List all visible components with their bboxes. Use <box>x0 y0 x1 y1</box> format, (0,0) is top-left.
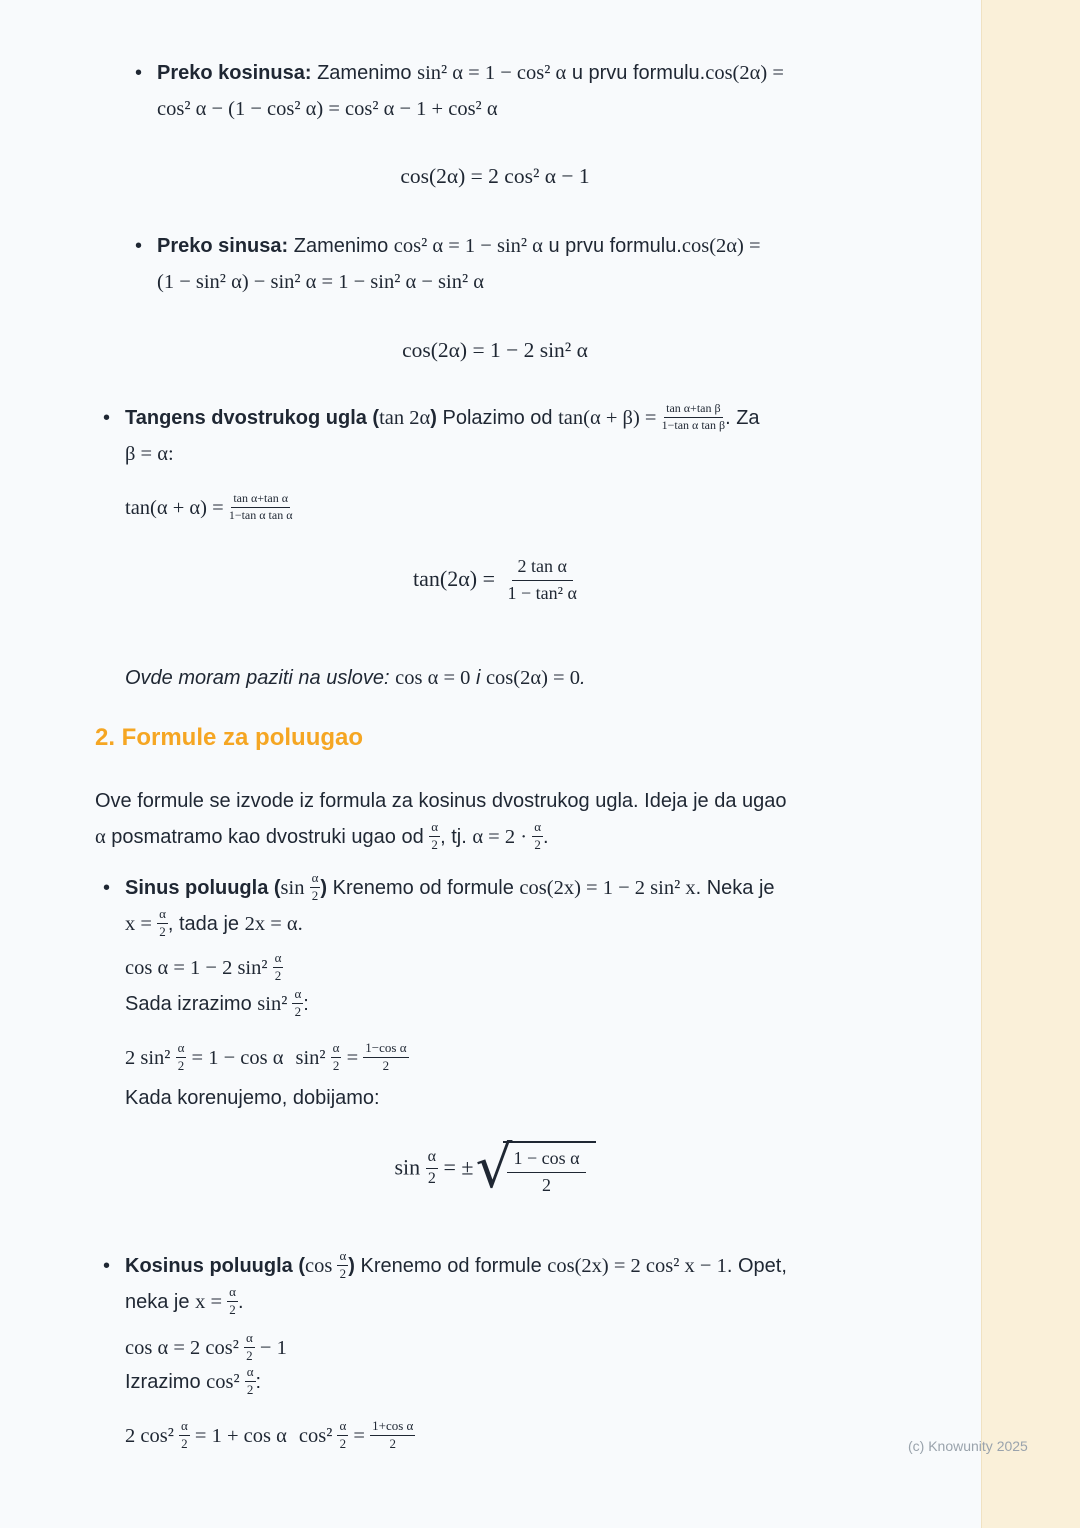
bullet-line-2 <box>157 91 784 127</box>
fraction <box>508 555 577 604</box>
fraction <box>426 1148 438 1188</box>
bullet-line-2 <box>125 436 760 472</box>
text-line-kada-korenujemo: Kada korenujemo, dobijamo: <box>125 1087 380 1109</box>
watermark: (c) Knowunity 2025 <box>908 1438 1028 1454</box>
math-run: = 1 + cos α <box>189 1425 287 1447</box>
display-formula-sin-half <box>95 1133 895 1201</box>
math-run: cos(2x) = 2 cos² x − 1 <box>547 1255 727 1277</box>
term-label: Tangens dvostrukog ugla ( <box>125 407 380 429</box>
math-run: cos² <box>298 1425 338 1447</box>
math-run: cos² <box>206 1371 245 1393</box>
bullet-line-1 <box>125 400 760 436</box>
fraction-numerator: α <box>331 1041 342 1058</box>
text-run: : <box>303 993 309 1015</box>
bullet-item-preko-kosinusa <box>135 55 784 127</box>
math-run: = <box>348 1425 371 1447</box>
fraction <box>244 1331 255 1364</box>
math-run: cos(2α) = <box>705 62 784 84</box>
math-run: = ± <box>438 1154 474 1180</box>
math-line-cos-alpha-cos <box>125 1330 287 1366</box>
text-run: . <box>237 1291 244 1313</box>
term-label: Preko sinusa: <box>157 235 289 257</box>
math-run: 2x = α. <box>244 913 303 935</box>
fraction-denominator: 2 <box>246 1348 253 1364</box>
fraction-denominator: 2 <box>246 1382 254 1398</box>
math-run: cos(2α) = 2 cos² α − 1 <box>400 164 590 188</box>
fraction <box>310 871 321 904</box>
fraction-denominator: 1 − tan² α <box>507 582 577 603</box>
text-run: , tj. <box>440 826 473 848</box>
math-run: sin² <box>295 1047 331 1069</box>
text-run: Krenemo od formule <box>354 1255 548 1277</box>
fraction-numerator: α <box>310 871 321 888</box>
bullet-icon: • <box>103 407 111 429</box>
fraction <box>227 1285 238 1318</box>
fraction-numerator: α <box>244 1331 255 1348</box>
math-run: sin² <box>257 993 293 1015</box>
math-run: x = <box>125 913 158 935</box>
bullet-icon: • <box>135 62 143 84</box>
fraction-denominator: 2 <box>534 837 541 853</box>
math-run: cos(2x) = 1 − 2 sin² x <box>519 877 696 899</box>
fraction-numerator: α <box>176 1041 187 1058</box>
math-run: 2 cos² <box>125 1425 179 1447</box>
math-run: cos α = 0 <box>395 667 471 689</box>
bullet-line-1 <box>157 55 784 91</box>
text-line-izrazimo <box>125 1364 261 1400</box>
fraction-denominator: 2 <box>431 837 438 853</box>
bullet-icon: • <box>135 235 143 257</box>
text-run: Ove formule se izvode iz formula za kosinus dvostrukog ugla. Ideja je da ugao <box>95 790 787 812</box>
math-run: sin <box>280 877 310 899</box>
fraction <box>273 951 284 984</box>
fraction-numerator: 1+cos α <box>370 1419 415 1436</box>
text-run: u prvu formulu. <box>566 62 706 84</box>
math-line-sin-squared <box>125 1040 409 1076</box>
fraction <box>337 1249 348 1282</box>
fraction <box>337 1419 348 1452</box>
bullet-item-preko-sinusa <box>135 228 761 300</box>
fraction <box>292 987 303 1020</box>
fraction <box>363 1041 408 1074</box>
section-heading: 2. Formule za poluugao <box>95 724 364 751</box>
math-run: cos² α − (1 − cos² α) = cos² α − 1 + cos² α <box>157 98 498 120</box>
fraction-numerator: α <box>245 1365 256 1382</box>
text-run: Zamenimo <box>288 235 394 257</box>
text-run: : <box>255 1371 262 1393</box>
math-run: = <box>341 1047 364 1069</box>
bullet-line-2 <box>157 264 761 300</box>
sqrt-radical <box>475 1133 596 1201</box>
text-run: u prvu formulu. <box>542 235 682 257</box>
term-label: Preko kosinusa: <box>157 62 312 84</box>
text-run: Polazimo od <box>436 407 559 429</box>
fraction <box>532 820 543 853</box>
fraction-denominator: 2 <box>181 1436 188 1452</box>
fraction <box>507 1147 585 1196</box>
text-run: . Za <box>725 407 760 429</box>
fraction-numerator: α <box>532 820 543 837</box>
fraction <box>331 1041 342 1074</box>
math-run: − 1 <box>254 1337 287 1359</box>
intro-paragraph <box>95 783 786 855</box>
text-line-sada-izrazimo <box>125 986 309 1022</box>
math-run: cos α = 2 cos² <box>125 1337 244 1359</box>
fraction-denominator: 2 <box>274 968 282 984</box>
math-run: sin <box>394 1154 426 1180</box>
fraction-numerator: α <box>179 1419 190 1436</box>
display-formula-cos2a-sin <box>95 332 895 369</box>
text-run: posmatramo kao dvostruki ugao od <box>105 826 430 848</box>
text-run: Ovde moram paziti na uslove: <box>125 667 396 689</box>
bullet-line-1 <box>157 228 761 264</box>
text-run: . <box>543 826 549 848</box>
math-line-cos-alpha-sin <box>125 950 283 986</box>
fraction-numerator: α <box>292 987 303 1004</box>
fraction-denominator: 2 <box>311 888 319 904</box>
fraction-denominator: 2 <box>294 1004 302 1020</box>
fraction-numerator: 1−cos α <box>363 1041 408 1058</box>
fraction-denominator: 2 <box>177 1058 185 1074</box>
text-run: Krenemo od formule <box>327 877 520 899</box>
fraction-numerator: α <box>227 1285 238 1302</box>
fraction <box>176 1041 187 1074</box>
text-run: , tada je <box>167 913 245 935</box>
term-label: Kosinus poluugla ( <box>125 1255 305 1277</box>
fraction-numerator: α <box>429 820 440 837</box>
bullet-line-1 <box>125 1248 787 1284</box>
fraction-denominator: 2 <box>382 1058 390 1074</box>
text-run: . <box>580 667 586 689</box>
math-run: α <box>95 826 106 848</box>
bullet-line-2 <box>125 906 775 942</box>
fraction <box>245 1365 256 1398</box>
bullet-item-kosinus-poluugla <box>103 1248 787 1320</box>
fraction-numerator: α <box>426 1148 438 1168</box>
radicand <box>503 1141 595 1197</box>
fraction-denominator: 1−tan α tan β <box>661 418 726 433</box>
fraction-denominator: 2 <box>332 1058 340 1074</box>
text-run: . Opet, <box>726 1255 787 1277</box>
fraction-numerator: tan α+tan β <box>664 402 722 418</box>
math-run: cos <box>305 1255 338 1277</box>
math-run: tan(α + α) = <box>125 497 229 519</box>
math-run: cos(2α) = 1 − 2 sin² α <box>402 338 588 362</box>
fraction <box>157 907 168 940</box>
display-formula-tan2a <box>95 556 895 605</box>
math-run: cos² α = 1 − sin² α <box>393 235 543 257</box>
fraction <box>229 492 293 523</box>
fraction <box>370 1419 415 1452</box>
page-edge-band <box>981 0 1080 1528</box>
fraction-numerator: α <box>157 907 168 924</box>
fraction-numerator: α <box>273 951 284 968</box>
math-run: 2 sin² <box>125 1047 176 1069</box>
math-run: = 1 − cos α <box>186 1047 284 1069</box>
math-run: cos α = 1 − 2 sin² <box>125 957 273 979</box>
term-label: ) <box>430 407 437 429</box>
paragraph-line-2 <box>95 819 786 855</box>
math-run: tan(α + β) = <box>558 407 662 429</box>
math-line-tan-sum <box>125 490 292 526</box>
text-run: Zamenimo <box>311 62 418 84</box>
fraction-denominator: 2 <box>339 1266 347 1282</box>
bullet-item-sinus-poluugla <box>103 870 775 942</box>
fraction-denominator: 2 <box>229 1302 236 1318</box>
fraction <box>662 402 725 433</box>
bullet-item-tangens <box>103 400 760 472</box>
math-run: tan(2α) = <box>413 566 501 592</box>
text-run: Izrazimo <box>125 1371 207 1393</box>
fraction-denominator: 1−tan α tan α <box>228 508 293 523</box>
display-formula-cos2a-cos <box>95 158 895 195</box>
condition-note <box>125 660 586 696</box>
fraction-denominator: 2 <box>339 1436 347 1452</box>
math-line-cos-squared <box>125 1418 415 1454</box>
math-run: β = α: <box>125 443 174 465</box>
math-run: sin² α = 1 − cos² α <box>417 62 567 84</box>
bullet-line-2 <box>125 1284 787 1320</box>
term-label: ) <box>348 1255 355 1277</box>
fraction-numerator: tan α+tan α <box>231 492 290 508</box>
math-run: α = 2 · <box>472 826 533 848</box>
fraction-denominator: 2 <box>389 1436 396 1452</box>
fraction-numerator: α <box>337 1419 348 1436</box>
math-run: tan 2α <box>379 407 431 429</box>
text-run: Sada izrazimo <box>125 993 258 1015</box>
math-run: cos(2α) = <box>681 235 761 257</box>
term-label: ) <box>320 877 328 899</box>
bullet-icon: • <box>103 1255 111 1277</box>
fraction-numerator: 2 tan α <box>512 555 573 581</box>
math-run: x = <box>195 1291 228 1313</box>
paragraph-line-1 <box>95 783 786 819</box>
fraction-denominator: 2 <box>159 924 166 940</box>
bullet-icon: • <box>103 877 111 899</box>
math-run: (1 − sin² α) − sin² α = 1 − sin² α − sin² α <box>157 271 484 293</box>
fraction-numerator: α <box>337 1249 348 1266</box>
radical-sign-icon: √ <box>475 1133 513 1201</box>
fraction <box>429 820 440 853</box>
text-run: . Neka je <box>695 877 775 899</box>
fraction-denominator: 2 <box>542 1174 551 1195</box>
math-run: cos(2α) = 0 <box>485 667 580 689</box>
bullet-line-1 <box>125 870 775 906</box>
fraction <box>179 1419 190 1452</box>
fraction-numerator: 1 − cos α <box>507 1147 585 1173</box>
text-run: i <box>470 667 486 689</box>
fraction-denominator: 2 <box>427 1169 436 1187</box>
term-label: Sinus poluugla ( <box>125 877 281 899</box>
text-run: neka je <box>125 1291 196 1313</box>
